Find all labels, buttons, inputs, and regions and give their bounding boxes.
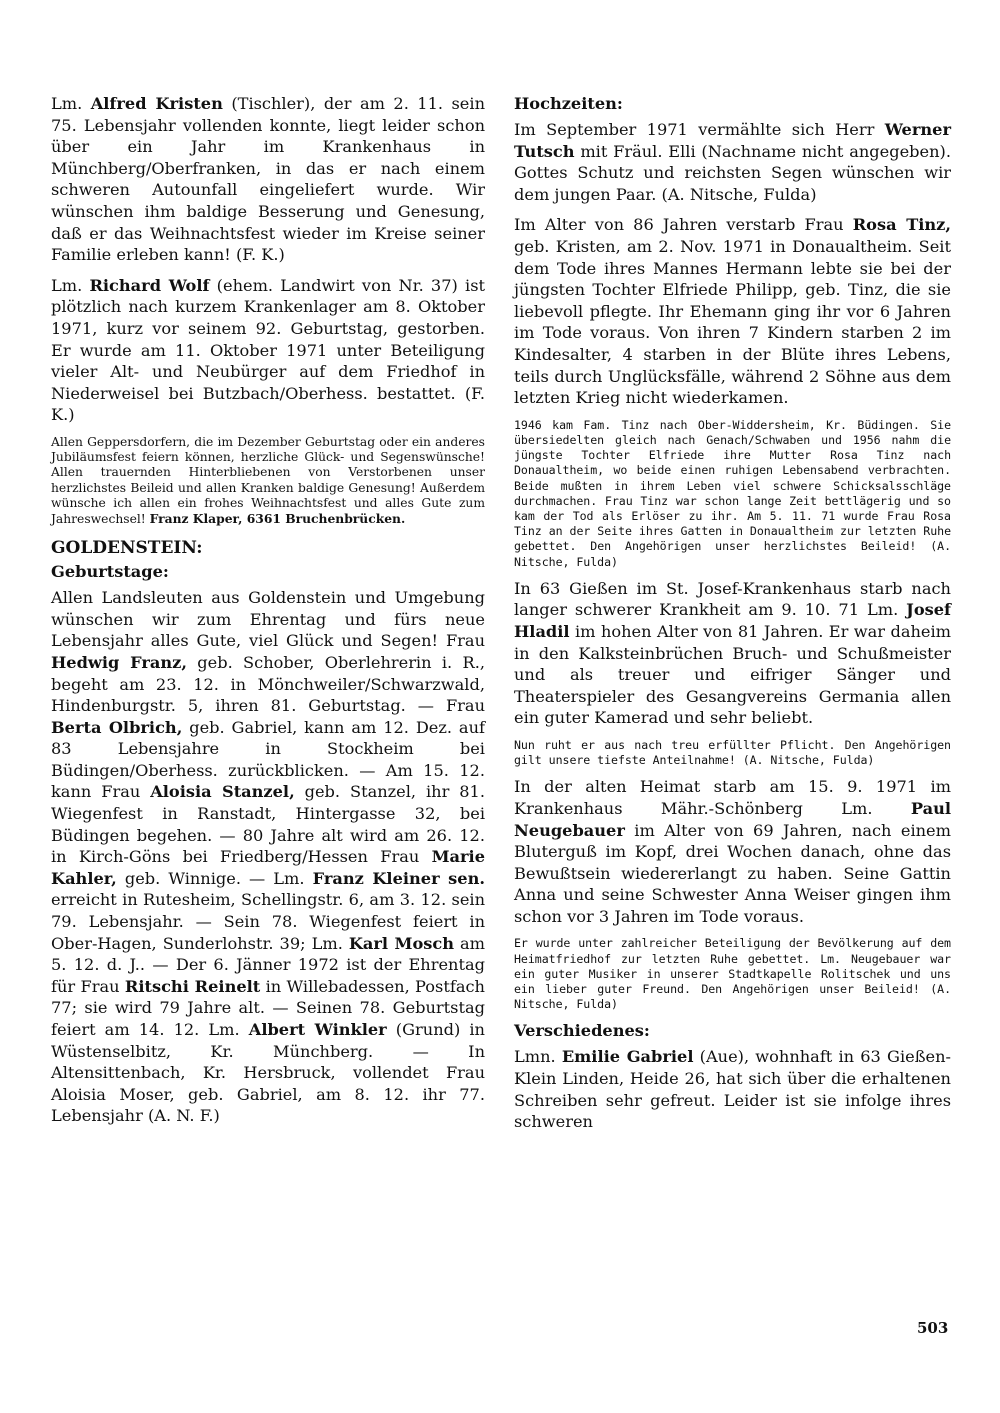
subheading-miscellaneous: Verschiedenes: — [514, 1021, 650, 1041]
section-title-goldenstein: GOLDENSTEIN: — [51, 538, 203, 559]
name-emilie-gabriel: Emilie Gabriel — [561, 1047, 694, 1067]
paragraph-richard-wolf: Lm. Richard Wolf (ehem. Landwirt von Nr. 37) ist plötzlich nach kurzem Krankenlager am 8. Oktober 1971, kurz vor seinem 92. Geburtstag, gestorben. Er wurde am 11. Oktober 1971 unter Beteiligung vieler Alt- und Neubürger auf dem Friedhof in Niederweisel bei Butzbach/Oberhess. bestattet. (F. K.) — [51, 275, 486, 425]
name-josef-hladil: Josef Hladil — [514, 600, 951, 641]
greeting-note-klaper: Allen Geppersdorfern, die im Dezember Geburtstag oder ein anderes Jubiläumsfest feiern können, herzliche Glück- und Segenswünsche! Allen trauernden Hinterbliebenen von Verstorbenen unser herzlichstes Beileid und allen Kranken baldige Genesung! Außerdem wünsche ich allen ein frohes Weihnachtsfest und alles Gute zum Jahreswechsel! Franz Klaper, 6361 Bruchenbrücken. — [51, 434, 485, 526]
name-alfred-kristen: Alfred Kristen — [90, 94, 223, 113]
note-neugebauer: Er wurde unter zahlreicher Beteiligung der Bevölkerung auf dem Heimatfriedhof zur letzten Ruhe gebettet. Lm. Neugebauer war ein guter Musiker in unserer Stadtkapelle Rolitschek und uns ein lieber guter Freund. Den Angehörigen unser Beileid! (A. Nitsche, Fulda) — [514, 936, 951, 1012]
name-berta-olbrich: Berta Olbrich, — [51, 717, 183, 737]
paragraph-wedding: Im September 1971 vermählte sich Herr Werner Tutsch mit Fräul. Elli (Nachname nicht angegeben). Gottes Schutz und reichsten Segen wünschen wir dem jungen Paar. (A. Nitsche, Fulda) — [514, 120, 951, 204]
name-marie-kahler: Marie Kahler, — [51, 847, 485, 888]
subheading-weddings: Hochzeiten: — [514, 94, 623, 113]
paragraph-josef-hladil: In 63 Gießen im St. Josef-Krankenhaus starb nach langer schwerer Krankheit am 9. 10. 71 Lm. Josef Hladil im hohen Alter von 81 Jahren. Er war daheim in den Kalksteinbrüchen Bruch- und Schußmeister und als treuer und eifriger Sänger und Theaterspieler des Gesangvereins Germania allen ein guter Kamerad und sehr beliebt. — [514, 578, 951, 728]
name-rosa-tinz: Rosa Tinz, — [852, 215, 952, 235]
page-number: 503 — [917, 1319, 949, 1337]
name-karl-mosch: Karl Mosch — [348, 933, 455, 953]
paragraph-paul-neugebauer: In der alten Heimat starb am 15. 9. 1971 im Krankenhaus Mähr.-Schönberg Lm. Paul Neugebauer im Alter von 69 Jahren, nach einem Bluterguß im Kopf, drei Wochen danach, ohne das Bewußtsein wiedererlangt zu haben. Seine Gattin Anna und seine Schwester Anna Weiser gingen ihm schon vor 3 Jahren im Tode voraus. — [514, 777, 951, 926]
name-hedwig-franz: Hedwig Franz, — [51, 652, 187, 672]
name-ritschi-reinelt: Ritschi Reinelt — [124, 976, 261, 996]
right-column — [514, 93, 951, 1142]
note-tinz-family: 1946 kam Fam. Tinz nach Ober-Widdersheim, Kr. Büdingen. Sie übersiedelten gleich nach Genach/Schwaben und 1956 nahm die jüngste Tochter Elfriede ihre Mutter Rosa Tinz nach Donaualtheim, wo beide einen ruhigen Lebensabend verbrachten. Beide mußten in ihrem Leben viel schwere Schicksalsschläge durchmachen. Frau Tinz war schon lange Zeit bettlägerig und so kam der Tod als Erlöser zu ihr. Am 5. 11. 71 wurde Frau Rosa Tinz an der Seite ihres Gatten in Donaualtheim zur letzten Ruhe gebettet. Den Angehörigen unser herzlichstes Beileid! (A. Nitsche, Fulda) — [514, 417, 951, 569]
paragraph-rosa-tinz: Im Alter von 86 Jahren verstarb Frau Rosa Tinz, geb. Kristen, am 2. Nov. 1971 in Donaualtheim. Seit dem Tode ihres Mannes Hermann lebte sie bei der jüngsten Tochter Elfriede Philipp, geb. Tinz, die sie liebevoll pflegte. Ihr Ehemann ging ihr vor 6 Jahren im Tode voraus. Von ihren 7 Kindern starben 2 im Kindesalter, 4 starben in der Blüte ihres Lebens, teils durch Unglücksfälle, während 2 Söhne aus dem letzten Krieg nicht wiederkamen. — [514, 215, 952, 408]
subheading-birthdays: Geburtstage: — [51, 562, 169, 582]
name-franz-kleiner: Franz Kleiner sen. — [312, 868, 485, 888]
name-werner-tutsch: Werner Tutsch — [514, 120, 951, 161]
paragraph-emilie-gabriel: Lmn. Emilie Gabriel (Aue), wohnhaft in 63 Gießen-Klein Linden, Heide 26, hat sich über die erhaltenen Schreiben sehr gefreut. Leider ist sie infolge ihres schweren — [514, 1047, 951, 1132]
name-paul-neugebauer: Paul Neugebauer — [514, 798, 951, 840]
left-column — [51, 93, 485, 1136]
name-aloisia-stanzel: Aloisia Stanzel, — [150, 782, 295, 802]
paragraph-alfred-kristen: Lm. Alfred Kristen (Tischler), der am 2. 11. sein 75. Lebensjahr vollenden konnte, liegt leider schon über ein Jahr im Krankenhaus in Münchberg/Oberfranken, in das er nach einem schweren Autounfall eingeliefert wurde. Wir wünschen ihm baldige Besserung und Genesung, daß er das Weihnachtsfest wieder im Kreise seiner Familie erleben kann! (F. K.) — [51, 94, 485, 265]
note-hladil: Nun ruht er aus nach treu erfüllter Pflicht. Den Angehörigen gilt unsere tiefste Anteilnahme! (A. Nitsche, Fulda) — [514, 737, 951, 768]
signature-franz-klaper: Franz Klaper, 6361 Bruchenbrücken. — [149, 510, 406, 526]
name-albert-winkler: Albert Winkler — [248, 1020, 387, 1039]
paragraph-birthdays: Allen Landsleuten aus Goldenstein und Umgebung wünschen wir zum Ehrentag und fürs neue Lebensjahr alles Gute, viel Glück und Segen! Frau Hedwig Franz, geb. Schober, Oberlehrerin i. R., begeht am 23. 12. in Mönchweiler/Schwarzwald, Hindenburgstr. 5, ihren 81. Geburtstag. — Frau Berta Olbrich, geb. Gabriel, kann am 12. Dez. auf 83 Lebensjahre in Stockheim bei Büdingen/Oberhess. zurückblicken. — Am 15. 12. kann Frau Aloisia Stanzel, geb. Stanzel, ihr 81. Wiegenfest in Ranstadt, Hintergasse 32, bei Büdingen begehen. — 80 Jahre alt wird am 26. 12. in Kirch-Göns bei Friedberg/Hessen Frau Marie Kahler, geb. Winnige. — Lm. Franz Kleiner sen. erreicht in Rutesheim, Schellingstr. 6, am 3. 12. sein 79. Lebensjahr. — Sein 78. Wiegenfest feiert in Ober-Hagen, Sunderlohstr. 39; Lm. Karl Mosch am 5. 12. d. J.. — Der 6. Jänner 1972 ist der Ehrentag für Frau Ritschi Reinelt in Willebadessen, Postfach 77; sie wird 79 Jahre alt. — Seinen 78. Geburtstag feiert am 14. 12. Lm. Albert Winkler (Grund) in Wüstenselbitz, Kr. Münchberg. — In Altensittenbach, Kr. Hersbruck, vollendet Frau Aloisia Moser, geb. Gabriel, am 8. 12. ihr 77. Lebensjahr (A. N. F.) — [51, 588, 486, 1126]
name-richard-wolf: Richard Wolf — [89, 275, 210, 295]
